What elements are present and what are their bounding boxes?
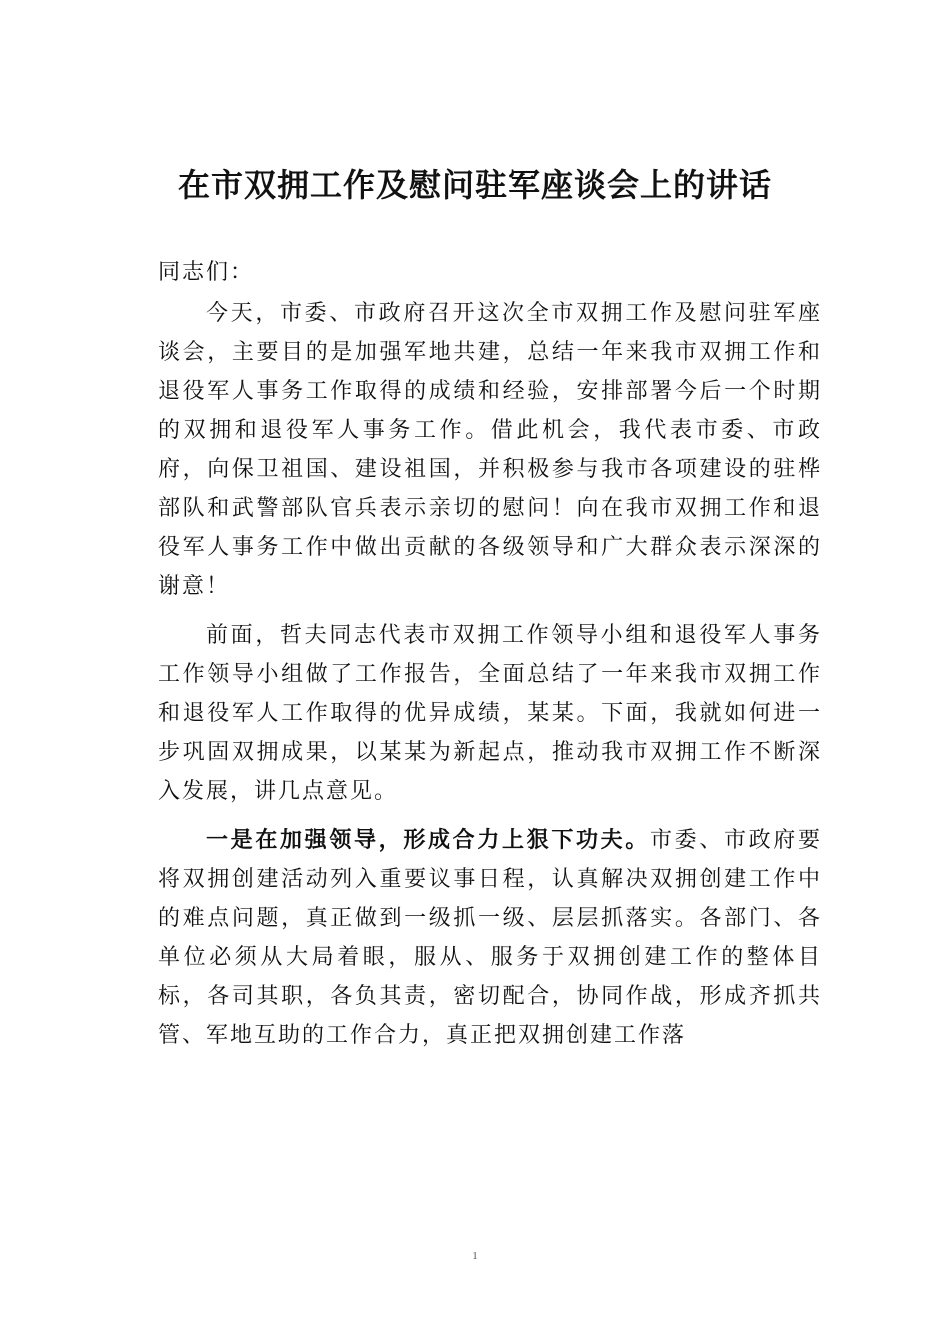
paragraph-3 bbox=[158, 821, 822, 1055]
paragraph-1 bbox=[158, 294, 822, 606]
document-title: 在市双拥工作及慰问驻军座谈会上的讲话 bbox=[177, 166, 772, 204]
paragraph-1-text: 今天，市委、市政府召开这次全市双拥工作及慰问驻军座谈会，主要目的是加强军地共建，总结一年来我市双拥工作和退役军人事务工作取得的成绩和经验，安排部署今后一个时期的双拥和退役军人事务工作。借此机会，我代表市委、市政府，向保卫祖国、建设祖国，并积极参与我市各项建设的驻桦部队和武警部队官兵表示亲切的慰问！向在我市双拥工作和退役军人事务工作中做出贡献的各级领导和广大群众表示深深的谢意！ bbox=[158, 301, 822, 599]
salutation: 同志们： bbox=[158, 260, 255, 285]
paragraph-3-lead-heading: 一是在加强领导，形成合力上狠下功夫。 bbox=[206, 827, 650, 853]
document-body bbox=[158, 253, 822, 1065]
page-number: 1 bbox=[472, 1250, 478, 1262]
paragraph-2 bbox=[158, 616, 822, 811]
paragraph-3-text: 市委、市政府要将双拥创建活动列入重要议事日程，认真解决双拥创建工作中的难点问题，真正做到一级抓一级、层层抓落实。各部门、各单位必须从大局着眼，服从、服务于双拥创建工作的整体目标，各司其职，各负其责，密切配合，协同作战，形成齐抓共管、军地互助的工作合力，真正把双拥创建工作落 bbox=[158, 828, 822, 1048]
paragraph-2-text: 前面，哲夫同志代表市双拥工作领导小组和退役军人事务工作领导小组做了工作报告，全面总结了一年来我市双拥工作和退役军人工作取得的优异成绩，某某。下面，我就如何进一步巩固双拥成果，以某某为新起点，推动我市双拥工作不断深入发展，讲几点意见。 bbox=[158, 623, 822, 804]
